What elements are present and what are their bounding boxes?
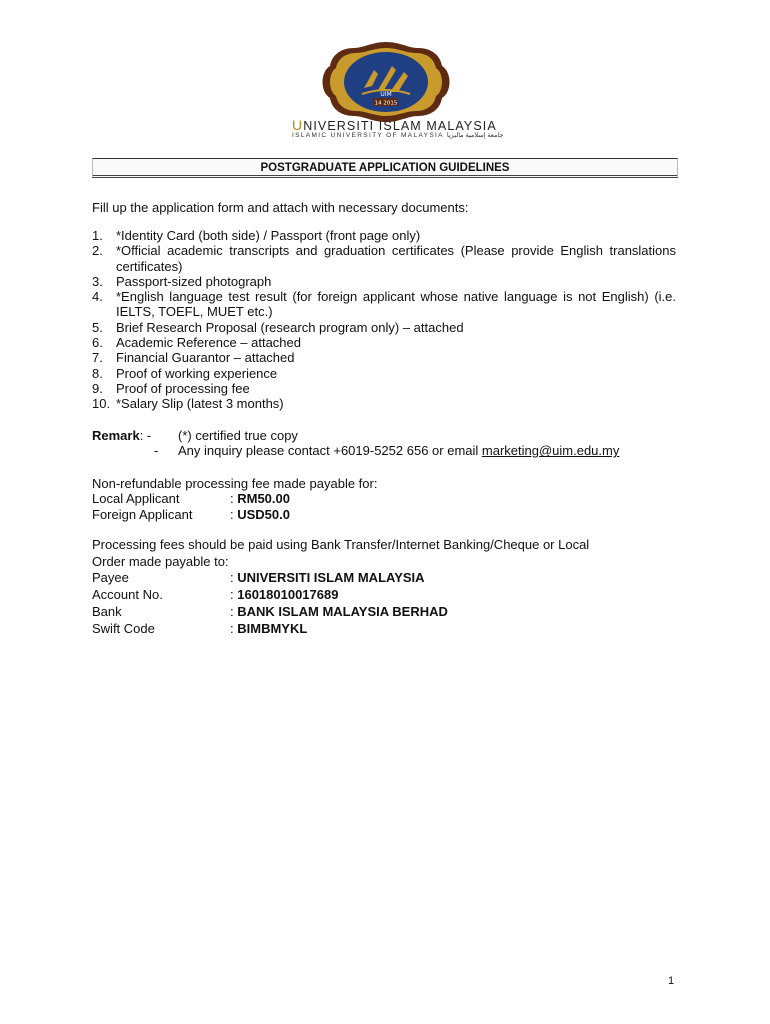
- list-item: 9. Proof of processing fee: [92, 380, 250, 396]
- payment-row-swift: Swift Code : BIMBMYKL: [92, 620, 308, 636]
- list-item: 6. Academic Reference – attached: [92, 335, 301, 351]
- fee-section: [92, 476, 652, 522]
- university-name: UNIVERSITI ISLAM MALAYSIA: [292, 117, 497, 133]
- university-logo: [318, 40, 454, 124]
- fee-heading: Non-refundable processing fee made payable for:: [92, 476, 378, 491]
- list-item: 5. Brief Research Proposal (research program only) – attached: [92, 319, 464, 335]
- university-subname: ISLAMIC UNIVERSITY OF MALAYSIA جامعة إسلامية ماليزيا: [292, 132, 504, 139]
- fee-row-local: Local Applicant : RM50.00: [92, 491, 290, 507]
- payment-section: [92, 537, 672, 637]
- fee-row-foreign: Foreign Applicant : USD50.0: [92, 506, 290, 522]
- list-item: 2. *Official academic transcripts and graduation certificates (Please provide English translations certificates): [92, 243, 676, 274]
- list-item: 8. Proof of working experience: [92, 365, 278, 381]
- list-item: 4. *English language test result (for foreign applicant whose native language is not English) (i.e. IELTS, TOEFL, MUET etc.): [92, 289, 676, 320]
- payment-row-account: Account No. : 16018010017689: [92, 587, 339, 603]
- payment-row-bank: Bank : BANK ISLAM MALAYSIA BERHAD: [92, 603, 448, 619]
- intro-text: Fill up the application form and attach with necessary documents:: [92, 200, 469, 215]
- page-title: POSTGRADUATE APPLICATION GUIDELINES: [92, 158, 678, 178]
- page-number: 1: [668, 975, 675, 987]
- list-item: 10. *Salary Slip (latest 3 months): [92, 396, 284, 412]
- payment-row-payee: Payee : UNIVERSITI ISLAM MALAYSIA: [92, 570, 425, 586]
- list-item: 1. *Identity Card (both side) / Passport (front page only): [92, 228, 421, 243]
- remark-label: Remark: [92, 428, 140, 443]
- svg-text:UIM: UIM: [380, 91, 392, 98]
- remark-line-2: Any inquiry please contact +6019-5252 656 or email marketing@uim.edu.my: [178, 443, 620, 459]
- remark-section: Remark: - (*) certified true copy - Any inquiry please contact +6019-5252 656 or email marketing@uim.edu.my: [92, 428, 620, 459]
- payment-heading-1: Processing fees should be paid using Bank Transfer/Internet Banking/Cheque or Local: [92, 537, 590, 552]
- list-item: 7. Financial Guarantor – attached: [92, 350, 295, 366]
- svg-text:14 2015: 14 2015: [374, 100, 398, 107]
- remark-line-1: (*) certified true copy: [178, 428, 298, 443]
- document-checklist: [92, 228, 676, 412]
- list-item: 3. Passport-sized photograph: [92, 273, 272, 289]
- email-link[interactable]: marketing@uim.edu.my: [481, 443, 620, 459]
- payment-heading-2: Order made payable to:: [92, 553, 229, 569]
